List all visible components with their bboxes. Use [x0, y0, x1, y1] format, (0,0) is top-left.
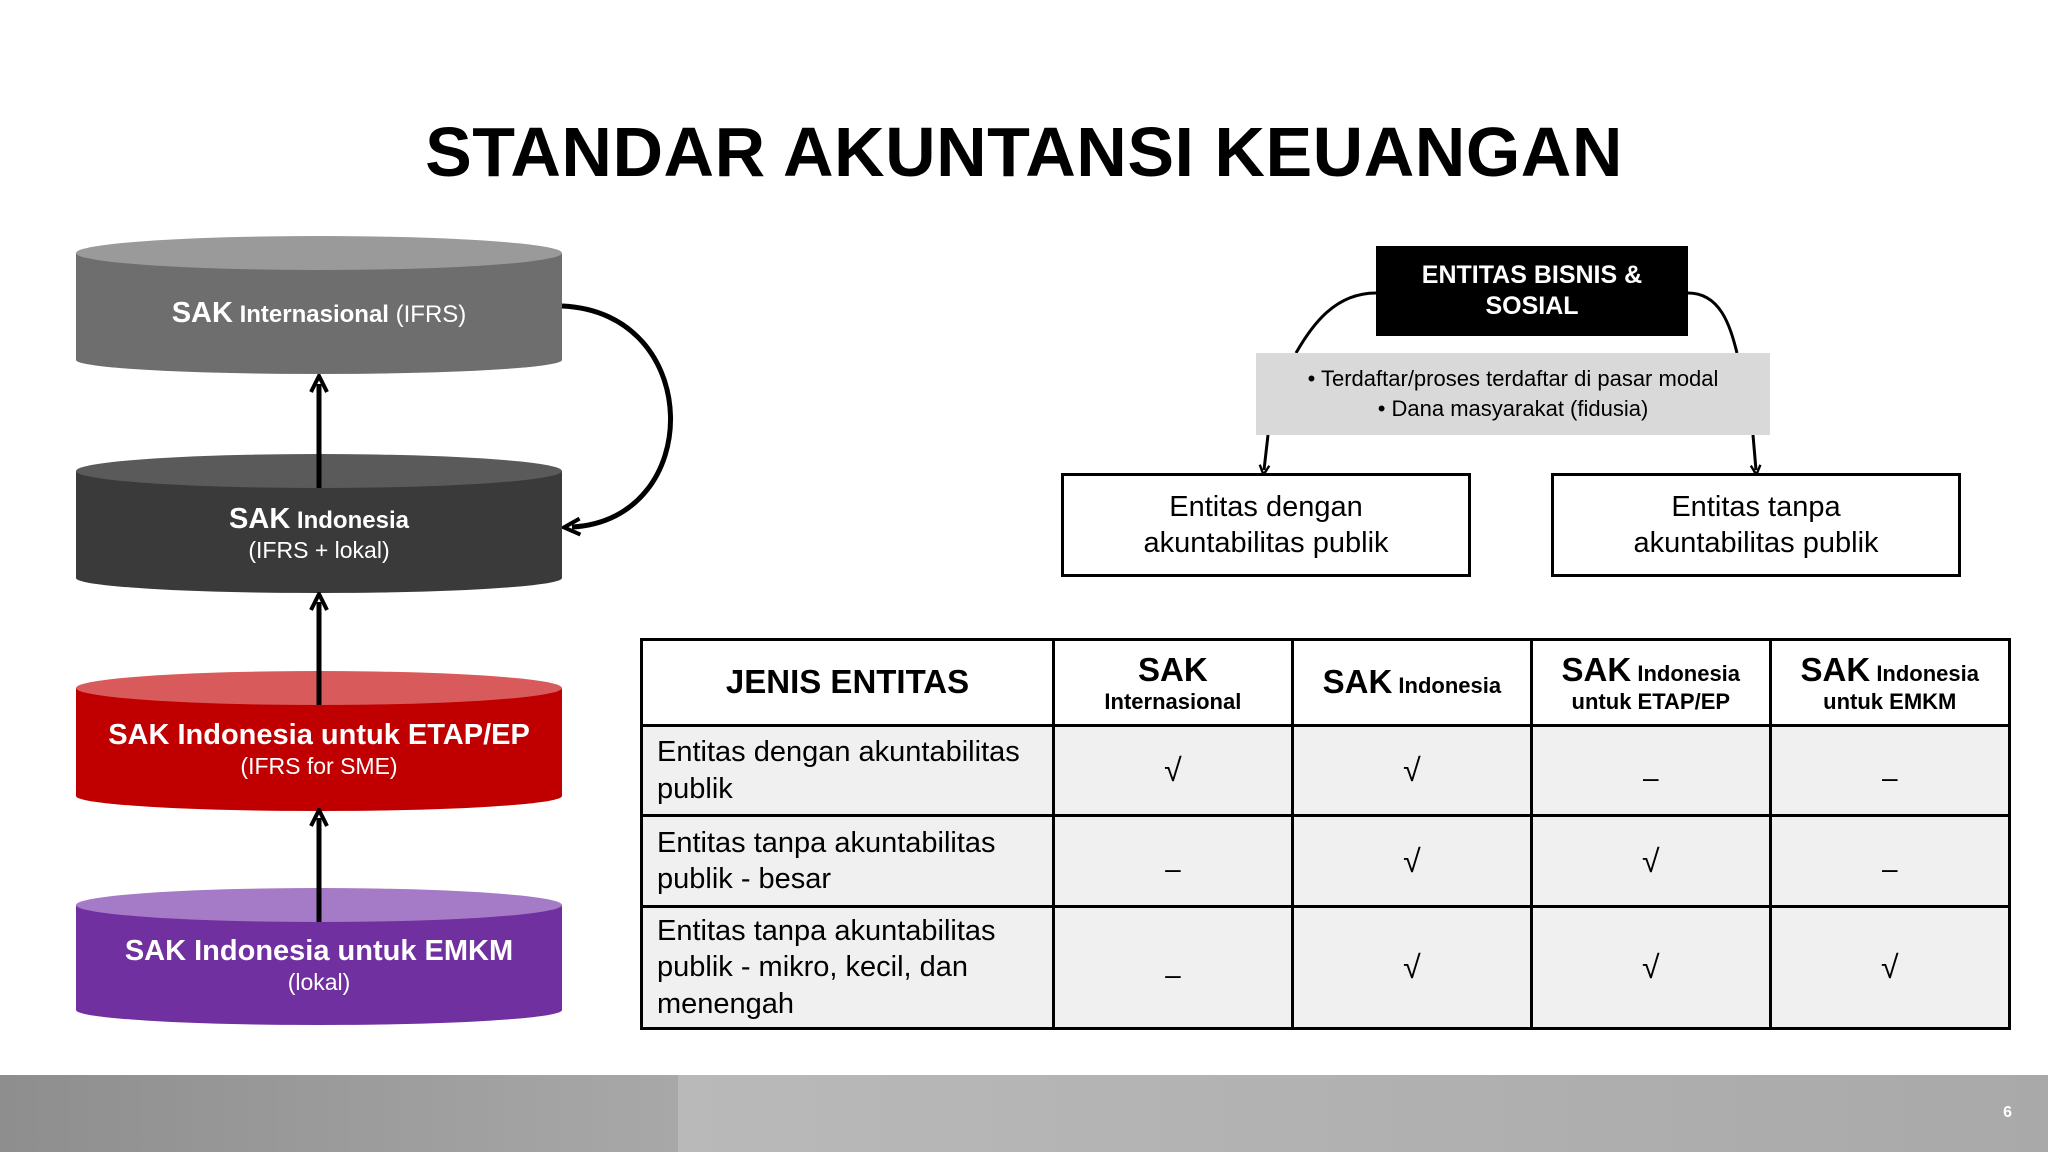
footer-band-left — [0, 1075, 678, 1152]
header-rest: Indonesia — [1870, 660, 1979, 686]
criteria-item: • Terdaftar/proses terdaftar di pasar modal — [1308, 364, 1719, 394]
tier-label-indonesia — [76, 502, 562, 564]
table-cell — [1054, 816, 1293, 907]
tier-sub: (IFRS + lokal) — [248, 536, 390, 563]
header-text: JENIS ENTITAS — [725, 663, 970, 701]
tier-rest: Indonesia — [290, 507, 409, 534]
tier-rest: Internasional — [232, 301, 389, 328]
table-row — [642, 816, 2010, 907]
header-sak-internasional — [1054, 640, 1293, 726]
cell-mark: – — [1643, 762, 1659, 793]
tier-label-internasional — [76, 296, 562, 331]
entity-right-line1: Entitas tanpa — [1671, 490, 1841, 523]
cell-mark: – — [1881, 852, 1898, 884]
table-row — [642, 907, 2010, 1029]
header-subtext: Internasional — [1104, 688, 1242, 714]
entity-public-accountability-box — [1061, 473, 1471, 577]
entity-top-line1: ENTITAS BISNIS & — [1421, 260, 1643, 289]
table-cell — [1532, 726, 1770, 816]
entity-right-line2: akuntabilitas publik — [1633, 527, 1879, 559]
entity-left-line1: Entitas dengan — [1169, 490, 1363, 523]
connector-left — [1296, 293, 1376, 353]
entity-no-public-accountability-box — [1551, 473, 1961, 577]
table-cell — [1292, 816, 1531, 907]
header-sak-etap — [1532, 640, 1770, 726]
tier-paren: (IFRS) — [388, 301, 467, 328]
arrow-to-left-box — [1264, 435, 1268, 470]
row-label: Entitas dengan akuntabilitas publik — [642, 726, 1054, 816]
tier-label-etap — [76, 718, 562, 780]
table-cell — [1054, 726, 1293, 816]
tier-lead: SAK — [229, 503, 291, 535]
entity-top-line2: SOSIAL — [1485, 292, 1579, 320]
table-header-row — [642, 640, 2010, 726]
tier-sub: (IFRS for SME) — [240, 752, 398, 779]
table-cell — [1770, 907, 2009, 1029]
cell-mark: √ — [1880, 949, 1899, 985]
header-text: SAK — [1138, 650, 1208, 688]
tier-lead: SAK — [171, 297, 233, 329]
criteria-box — [1256, 353, 1770, 435]
connector-right — [1688, 293, 1737, 353]
cell-mark: – — [1165, 852, 1181, 884]
cell-mark: √ — [1403, 752, 1421, 788]
table-cell — [1770, 816, 2009, 907]
header-rest: Indonesia — [1392, 673, 1502, 699]
table-cell — [1292, 726, 1531, 816]
header-subtext: untuk EMKM — [1823, 689, 1957, 715]
header-text: SAK — [1322, 663, 1393, 701]
page-title: STANDAR AKUNTANSI KEUANGAN — [425, 113, 1623, 191]
row-label: Entitas tanpa akuntabilitas publik - mikro, kecil, dan menengah — [642, 907, 1054, 1029]
table-cell — [1770, 726, 2009, 816]
tier-label-emkm — [76, 934, 562, 996]
table-row — [642, 726, 2010, 816]
curved-arrow-adoption — [562, 306, 671, 527]
table-cell — [1532, 907, 1770, 1029]
header-text: SAK — [1800, 650, 1871, 688]
table-cell — [1054, 907, 1293, 1029]
cell-mark: √ — [1403, 842, 1421, 879]
entity-business-social-box — [1376, 246, 1688, 336]
header-sak-emkm — [1770, 640, 2009, 726]
cell-mark: √ — [1164, 752, 1182, 788]
cell-mark: √ — [1642, 949, 1660, 985]
row-label: Entitas tanpa akuntabilitas publik - besar — [642, 816, 1054, 907]
tier-lead: SAK Indonesia untuk ETAP/EP — [108, 719, 530, 751]
cell-mark: – — [1881, 762, 1898, 793]
tier-sub: (lokal) — [287, 968, 351, 995]
page-number: 6 — [2003, 1104, 2012, 1121]
table-cell — [1532, 816, 1770, 907]
arrow-to-right-box — [1753, 435, 1756, 470]
criteria-item: • Dana masyarakat (fidusia) — [1378, 394, 1649, 424]
entity-left-line2: akuntabilitas publik — [1143, 527, 1389, 559]
cell-mark: √ — [1642, 842, 1660, 879]
header-sak-indonesia — [1292, 640, 1531, 726]
header-rest: Indonesia — [1631, 660, 1741, 686]
sak-applicability-table — [640, 638, 2011, 1030]
tier-lead: SAK Indonesia untuk EMKM — [124, 935, 514, 967]
header-subtext: untuk ETAP/EP — [1571, 689, 1731, 715]
table-cell — [1292, 907, 1531, 1029]
footer-band-right — [678, 1075, 2048, 1152]
header-jenis-entitas — [642, 640, 1054, 726]
cell-mark: √ — [1403, 949, 1421, 985]
header-text: SAK — [1561, 650, 1632, 688]
cell-mark: – — [1165, 959, 1181, 990]
